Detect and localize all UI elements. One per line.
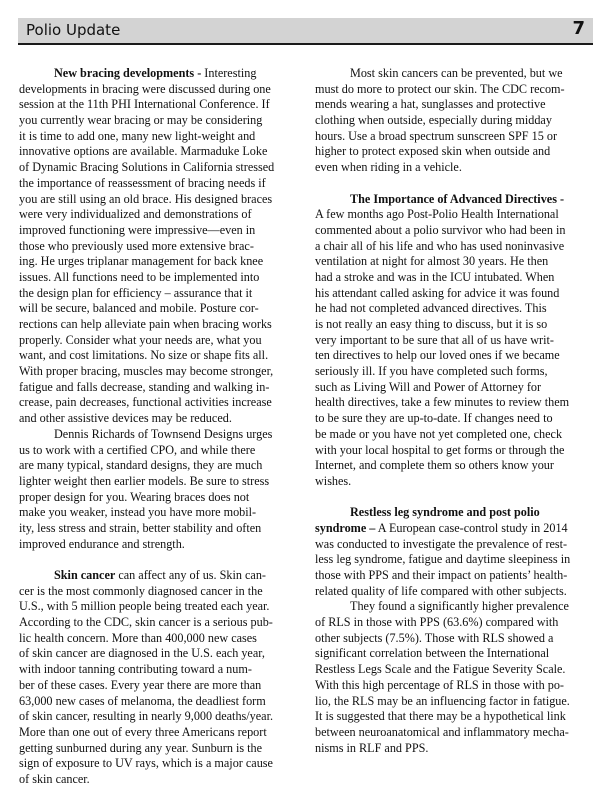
article-line: want, and cost limitations. No size or shape fits all. xyxy=(19,348,269,363)
article-line: was conducted to investigate the prevalence of rest- xyxy=(315,536,568,551)
article-line: very important to be sure that all of us have writ- xyxy=(315,332,554,347)
article-line: the importance of reassessment of bracing needs if xyxy=(19,175,266,190)
article-line: a chair all of his life and who has used noninvasive xyxy=(315,238,565,253)
article-line: lio, the RLS may be an influencing factor in fatigue. xyxy=(315,693,570,708)
article-line: It is suggested that there may be a hypothetical link xyxy=(315,709,566,724)
skin-cancer-heading: Skin cancer xyxy=(54,568,116,582)
article-line: syndrome – A European case-control study in 2014 xyxy=(315,520,568,535)
article-line: Dennis Richards of Townsend Designs urges xyxy=(54,426,273,441)
article-line: he had not completed advanced directives. This xyxy=(315,301,547,316)
article-line: us to work with a certified CPO, and while there xyxy=(19,442,256,457)
article-line: properly. Consider what your needs are, what you xyxy=(19,332,262,347)
article-line: proper design for you. Wearing braces does not xyxy=(19,489,250,504)
article-line: you currently wear bracing or may be considering xyxy=(19,113,263,128)
article-line: improved endurance and strength. xyxy=(19,536,185,551)
rls-article xyxy=(315,505,593,756)
skin-cancer-article xyxy=(19,568,297,788)
article-line: even when riding in a vehicle. xyxy=(315,160,462,175)
article-line: Internet, and complete them so others know your xyxy=(315,458,554,473)
article-line: and other assistive devices may be reduced. xyxy=(19,411,232,426)
article-line: New bracing developments - Interesting xyxy=(54,66,257,80)
article-line: nisms in RLF and PPS. xyxy=(315,740,429,755)
article-line: lic health concern. More than 400,000 new cases xyxy=(19,630,257,645)
article-line: cer is the most commonly diagnosed cancer in the xyxy=(19,583,263,598)
article-line: such as Living Will and Power of Attorney for xyxy=(315,379,542,394)
directives-heading: The Importance of Advanced Directives - xyxy=(350,191,565,206)
article-line: to be sure they are up-to-date. If changes need to xyxy=(315,411,553,426)
article-line: clothing when outside, especially during midday xyxy=(315,113,552,128)
article-line: are many typical, standard designs, they are much xyxy=(19,458,263,473)
article-line: ity, less stress and strain, better stability and often xyxy=(19,520,262,535)
article-line: hours. Use a broad spectrum sunscreen SPF 15 or xyxy=(315,128,558,143)
article-line: ten directives to help our loved ones if we became xyxy=(315,348,560,363)
article-line: other subjects (7.5%). Those with RLS showed a xyxy=(315,630,554,645)
article-line: his attendant called asking for advice it was found xyxy=(315,285,560,300)
article-line: session at the 11th PHI International Conference. If xyxy=(19,97,270,112)
article-line: With this high percentage of RLS in those with po- xyxy=(315,677,564,692)
left-column xyxy=(19,66,297,788)
rls-heading-line2: syndrome – xyxy=(315,520,376,535)
article-line: higher to protect exposed skin when outside and xyxy=(315,144,551,159)
article-line: of RLS in those with PPS (63.6%) compared with xyxy=(315,615,559,630)
article-line: make you weaker, instead you have more mobil- xyxy=(19,505,257,520)
newsletter-title: Polio Update xyxy=(26,21,121,39)
article-line: you are still using an old brace. His designed braces xyxy=(19,191,273,206)
article-line: Restless Legs Scale and the Fatigue Severity Scale. xyxy=(315,662,566,677)
right-column xyxy=(315,66,593,756)
article-line: it is time to add one, many new light-weight and xyxy=(19,128,256,143)
article-line: With proper bracing, muscles may become stronger, xyxy=(19,364,274,379)
article-line: They found a significantly higher prevalence xyxy=(350,599,569,614)
article-line: A few months ago Post-Polio Health International xyxy=(315,207,559,222)
article-line: is not really an easy thing to discuss, but it is so xyxy=(315,317,548,331)
article-line: will be secure, balanced and mobile. Posture cor- xyxy=(19,301,259,316)
directives-article xyxy=(315,192,593,490)
article-line: crease, pain decreases, functional activities increase xyxy=(19,395,272,410)
article-line: fatigue and falls decrease, standing and walking in- xyxy=(19,379,270,394)
article-line: ber of these cases. Every year there are more than xyxy=(19,677,262,692)
article-line: developments in bracing were discussed during one xyxy=(19,81,271,96)
article-line: the design plan for efficiency – assurance that it xyxy=(19,285,253,300)
bracing-article xyxy=(19,66,297,552)
article-line: lighter weight then earlier models. Be sure to stress xyxy=(19,473,270,488)
article-line: ing. He urges triplanar management for back knee xyxy=(19,254,264,269)
article-line: had a stroke and was in the ICU intubated. When xyxy=(315,269,555,284)
article-line: with indoor tanning contributing toward a num- xyxy=(19,662,252,677)
article-line: rections can help alleviate pain when bracing works xyxy=(19,317,272,331)
page-number: 7 xyxy=(572,18,585,39)
rls-heading-line1: Restless leg syndrome and post polio xyxy=(350,505,540,520)
article-line: health directives, take a few minutes to review them xyxy=(315,395,570,410)
page-header xyxy=(18,18,593,45)
skin-cancer-continued xyxy=(315,66,593,176)
article-line: mends wearing a hat, sunglasses and protective xyxy=(315,97,546,112)
article-line: of skin cancer are diagnosed in the U.S. each year, xyxy=(19,646,265,661)
article-line: Most skin cancers can be prevented, but we xyxy=(350,66,563,80)
article-line: those who previously used more extensive brac- xyxy=(19,238,254,253)
article-line: of skin cancer. xyxy=(19,771,90,786)
article-line: must do more to protect our skin. The CDC recom- xyxy=(315,81,565,96)
article-line: were very individualized and demonstrations of xyxy=(19,207,252,222)
bracing-heading: New bracing developments - xyxy=(54,66,202,80)
article-line: 63,000 new cases of melanoma, the deadliest form xyxy=(19,693,266,708)
article-line: be made or you have not yet completed one, check xyxy=(315,426,563,441)
article-line xyxy=(315,505,593,521)
article-line: of skin cancer, resulting in nearly 9,000 deaths/year. xyxy=(19,709,274,724)
article-line: sign of exposure to UV rays, which is a major cause xyxy=(19,756,273,771)
article-line: seriously ill. If you have completed such forms, xyxy=(315,364,548,379)
article-line: commented about a polio survivor who had been in xyxy=(315,222,566,237)
article-line: related quality of life compared with other subjects. xyxy=(315,583,567,598)
article-line: wishes. xyxy=(315,473,352,488)
article-line: issues. All functions need to be implemented into xyxy=(19,269,260,284)
article-line: Skin cancer can affect any of us. Skin can- xyxy=(54,568,266,582)
article-line xyxy=(315,192,593,208)
article-line: According to the CDC, skin cancer is a serious pub- xyxy=(19,615,273,630)
article-line: innovative options are available. Marmaduke Loke xyxy=(19,144,268,159)
article-line: less leg syndrome, fatigue and daytime sleepiness in xyxy=(315,552,571,567)
article-line: getting sunburned during any year. Sunburn is the xyxy=(19,740,263,755)
article-line: with your local hospital to get forms or through the xyxy=(315,442,565,457)
article-line: of Dynamic Bracing Solutions in California stressed xyxy=(19,160,275,175)
article-line: More than one out of every three Americans report xyxy=(19,724,267,739)
article-line: between neuroanatomical and inflammatory mecha- xyxy=(315,724,569,739)
article-line: U.S., with 5 million people being treated each year. xyxy=(19,599,270,614)
article-line: significant correlation between the International xyxy=(315,646,550,661)
article-line: those with PPS and their impact on patients’ health- xyxy=(315,568,568,582)
article-line: ventilation at night for almost 30 years. He then xyxy=(315,254,549,269)
article-line: improved functioning were impressive—even in xyxy=(19,222,256,237)
